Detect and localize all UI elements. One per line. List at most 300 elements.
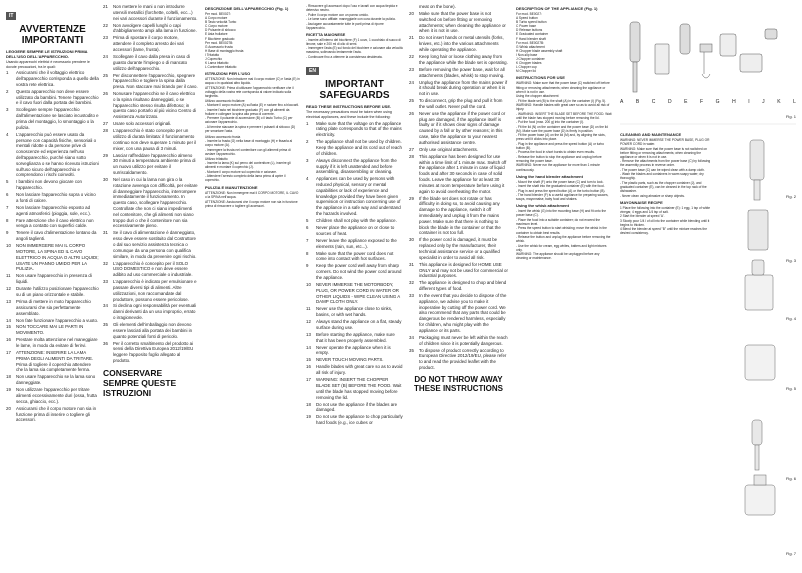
it-desc-line: I Tritatutto xyxy=(205,52,220,57)
clean-line: - The plastic parts, such as the chopper container (J), and graduated container (E), can be cleaned in the top rack of the dishwasher. xyxy=(620,180,707,194)
it-usage-line: ATTENZIONE: Prima di utilizzare l'apparecchio verificare che il voltaggio della vostra rete corrisponda al valore indicato sulla targhetta. xyxy=(205,85,294,99)
list-item-text: Make sure that the voltage on the appliance rating plate corresponds to that of the mains electricity. xyxy=(316,120,402,138)
fig-4-label: Fig. 4 xyxy=(785,316,796,321)
desc-line: G Whisk attachment xyxy=(516,44,545,49)
list-item xyxy=(409,196,508,237)
list-item xyxy=(103,303,198,320)
list-item-number: 20 xyxy=(409,10,414,16)
list-item xyxy=(306,414,403,426)
list-item-number: 29 xyxy=(409,195,414,201)
list-item-text: Packaging must never be left within the reach of children since it is potentially dangerous. xyxy=(419,334,508,346)
list-item-number: 24 xyxy=(103,53,108,59)
blender-title: Using the hand blender attachment xyxy=(516,173,583,179)
list-item xyxy=(6,299,99,316)
list-item-number: 25 xyxy=(103,72,108,78)
it-desc-title: DESCRIZIONE DELL'APPARECCHIO (Fig. 1) xyxy=(205,6,289,11)
list-item-number: 18 xyxy=(306,401,311,407)
en-intro2: The necessary precautions must be taken when using electrical appliances, and these include the following: xyxy=(306,110,392,119)
list-item xyxy=(306,282,403,305)
it-intro: LEGGERE SEMPRE LE ISTRUZIONI PRIMA DELL'USO DELL'APPARECCHIO. xyxy=(6,49,88,59)
it-clean-line-cont: - Pulire il corpo motore con un panno umido. xyxy=(306,12,369,17)
desc-line: L Chopper cup xyxy=(516,65,537,70)
whisk-line: - Insert the whisk (G) into the mounting base (H) and fit onto the power base (C). xyxy=(516,209,607,218)
list-item xyxy=(6,70,99,87)
list-item-text: Do not use the appliance if the blades are damaged. xyxy=(316,401,398,413)
list-item xyxy=(306,218,403,224)
list-item-number: 31 xyxy=(409,261,414,267)
list-item-text: meat on the bone). xyxy=(419,4,456,9)
list-item xyxy=(306,176,403,217)
list-item-text: If the blade set does not rotate or has difficulty in doing so, to avoid causing any damage to the appliance, switch it off immediately and unplug it from the mains power. Make sure that there is nothing to block the blade in the container or that the container is not too full. xyxy=(419,195,501,236)
desc-line: K Chopper blades xyxy=(516,61,542,66)
list-item xyxy=(306,238,403,250)
list-item-text: ATTENZIONE: INSERIRE LA LAMA PRIMA DEGLI ALIMENTI DA TRITARE. Prima di togliere il coperchio attendere che la lama sia completamente ferma. xyxy=(16,350,94,373)
list-item xyxy=(103,73,198,90)
list-item-number: 34 xyxy=(409,334,414,340)
en-intro: READ THESE INSTRUCTIONS BEFORE USE. xyxy=(306,104,392,110)
list-item xyxy=(409,335,508,347)
list-item-text: In the event that you decide to dispose of the appliance, we advise you to make it inoperative by cutting off the power cord. We also recommend that any parts that could be dangerous be rendered harmless, especially for children, who might play with the appliance or its parts. xyxy=(419,293,507,333)
it-column-2 xyxy=(103,4,198,401)
list-item xyxy=(6,337,99,349)
list-item-text: Tenere il cavo d'alimentazione lontano da angoli taglienti. xyxy=(16,230,97,242)
whisk-line: - Place the food into a suitable container; do not exceed the maximum level. xyxy=(516,217,600,226)
list-item xyxy=(6,205,99,217)
it-desc-line: C Corpo motore xyxy=(205,24,228,29)
usage-line: - WARNING: INSERT THE BLADE SET BEFORE THE FOOD. Wait until the blade has stopped moving before removing the lid. xyxy=(516,111,612,120)
list-item-number: 1 xyxy=(6,70,9,76)
list-item xyxy=(306,364,403,376)
list-item-number: 28 xyxy=(103,128,108,134)
en-column-1 xyxy=(306,4,403,427)
list-item-number: 8 xyxy=(6,217,9,223)
list-item-number: 33 xyxy=(409,293,414,299)
list-item-number: 13 xyxy=(6,298,11,304)
list-item-number: 4 xyxy=(306,176,309,182)
list-item-text: Unplug the appliance from the mains power if it should break during operation or when it is not in use. xyxy=(419,79,508,97)
list-item-text: Lasciar raffreddare l'apparecchio almeno 30 minuti a temperatura ambiente prima di un nuovo utilizzo per evitare il surriscaldamento. xyxy=(113,152,196,176)
list-item-number: 13 xyxy=(306,331,311,337)
list-item xyxy=(306,345,403,357)
list-item xyxy=(306,306,403,318)
list-item-number: 8 xyxy=(306,250,309,256)
list-item xyxy=(306,357,403,363)
list-item-text: Handle blades with great care so as to avoid all risk of injury. xyxy=(316,364,403,376)
desc-line: H Chopper blade assembly shaft xyxy=(516,48,563,53)
list-item xyxy=(409,54,508,66)
list-item-number: 18 xyxy=(6,374,11,380)
it-desc-line: J Coperchio xyxy=(205,57,223,62)
list-item xyxy=(103,261,198,278)
list-item xyxy=(306,139,403,156)
fig1-part-letter: I xyxy=(748,99,750,105)
fig1-part-letter: B xyxy=(635,99,640,105)
it-column-1 xyxy=(6,4,99,424)
list-item-text: L'apparecchio può essere usato da persone con capacità fisiche, sensoriali o mentali ridotte o da persone prive di conoscenze ed esperienza nell'uso dell'apparecchio, purché siano sotto sorveglianza o se hanno ricevuto istruzioni sull'uso sicuro dell'apparecchio e comprendono i rischi coinvolti. xyxy=(16,131,99,178)
it-recipe-line: - Continuare fino a ottenere la consistenza desiderata. xyxy=(306,54,383,59)
it-desc-line: G Accessorio frusta xyxy=(205,44,233,49)
list-item-number: 20 xyxy=(6,405,11,411)
it-column-3 xyxy=(205,4,300,208)
it-desc-line: D Pulsante di sblocco xyxy=(205,28,236,33)
list-item-number: 27 xyxy=(103,121,108,127)
list-item-text: Per il corretto smaltimento del prodotto ai sensi della Direttiva Europea 2012/19/EU leggere l'apposito foglio allegato al prodotto. xyxy=(113,340,194,364)
it-clean-title: PULIZIA E MANUTENZIONE xyxy=(205,185,258,191)
list-item-text: Children shall not play with the appliance. xyxy=(316,218,397,224)
list-item xyxy=(409,293,508,334)
list-item-text: Non fate funzionare l'apparecchio a vuoto. xyxy=(16,317,99,323)
list-item-text: Keep the power cord well away from sharp corners. Do not wind the power cord around the appliance. xyxy=(316,263,402,280)
fig-7-label: Fig. 7 xyxy=(785,551,796,556)
list-item-text: Scollegare sempre l'apparecchio dall'alimentazione se lasciato incustodito e prima del montaggio, lo smontaggio o la pulizia. xyxy=(16,107,99,130)
list-item-number: 24 xyxy=(409,79,414,85)
list-item xyxy=(103,177,198,229)
list-item-number: 11 xyxy=(6,273,11,279)
list-item-text: Always stand the appliance on a flat, steady surface during use. xyxy=(316,319,402,330)
list-item-number: 10 xyxy=(306,281,311,287)
list-item xyxy=(6,218,99,230)
list-item xyxy=(409,154,508,195)
list-item xyxy=(103,35,198,52)
list-item-number: 5 xyxy=(306,218,309,224)
usage-line: - Fit the lid (N) on the container and the power base (D) on the lid (M). Make sure the power base (D) is firmly in position. xyxy=(516,124,608,133)
fig1-part-letter: G xyxy=(715,99,720,105)
list-item-text: Si declina ogni responsabilità per eventuali danni derivanti da un uso improprio, errato o irragionevole. xyxy=(113,303,197,321)
it-recipe-title: RICETTA MAIONESE xyxy=(306,31,346,37)
usage-line: Using the chopper attachment xyxy=(516,94,559,99)
it-recipe-line: - Immergere l'asta (E) sul fondo del bicchiere e azionare alla velocità massima, sollevando lentamente l'asta. xyxy=(306,46,403,55)
it-usage2-line: Utilizzo accessorio frusta xyxy=(205,134,241,139)
list-item-number: 22 xyxy=(409,53,414,59)
list-item xyxy=(6,387,99,404)
list-item-text: L'apparecchio è stato concepito per un utilizzo di durata limitata: il funzionamento continuo non deve superare 1 minuto per il mixer, con una pausa di 3 minuti. xyxy=(113,128,197,151)
it-usage-line: - Inserire l'asta nel bicchiere graduato (F) con gli alimenti da frullare e collegare la spina alla presa di corrente. xyxy=(205,107,290,116)
list-item-text: Questo apparecchio non deve essere utilizzato da bambini. Tenere l'apparecchio e il cavo fuori dalla portata dei bambini. xyxy=(16,88,99,106)
it-desc-line: F Bicchiere graduato xyxy=(205,36,235,41)
fig-3-label: Fig. 3 xyxy=(785,258,796,263)
it-conserve: CONSERVARE SEMPRE QUESTE ISTRUZIONI xyxy=(103,367,177,398)
list-item-text: NON TOCCARE MAI LE PARTI IN MOVIMENTO. xyxy=(16,324,84,336)
list-item-text: Usare solo accessori originali. xyxy=(113,121,172,127)
list-item-number: 30 xyxy=(103,177,108,182)
usage-line: WARNING: Handle blades with great care so as to avoid all risk of injury. xyxy=(516,103,610,112)
it-desc-line: Per mod. BE0027: xyxy=(205,12,232,16)
list-item-text: Non usare l'apparecchio in presenza di liquidi. xyxy=(16,273,92,285)
list-item xyxy=(103,128,198,151)
list-item-number: 15 xyxy=(306,357,311,363)
desc-line: A Speed button xyxy=(516,16,538,21)
list-item-text: L'apparecchio è concepito per il SOLO USO DOMESTICO e non deve essere adibito ad uso commerciale o industriale. xyxy=(113,260,193,278)
desc-line: F Hand blender shaft xyxy=(516,36,546,41)
fig1-part-letter: E xyxy=(684,99,688,105)
list-item-text: Do not insert hands or metal utensils (forks, knives, etc.) into the various attachments while operating the appliance. xyxy=(419,35,504,52)
list-item-number: 1 xyxy=(306,120,309,126)
list-item-text: Assicurarsi che il corpo motore non sia in funzione prima di inserire o togliere gli accessori. xyxy=(16,405,97,423)
list-item-number: 22 xyxy=(103,22,108,28)
list-item xyxy=(103,91,198,120)
en-final-warning: DO NOT THROW AWAY THESE INSTRUCTIONS xyxy=(414,374,503,393)
desc-line: M Chopper lid xyxy=(516,69,536,74)
list-item xyxy=(409,348,508,371)
clean-line: WARNING: Make sure that the power base is not switched on before fitting or removing attachments; when cleaning the appliance or when it is not in use. xyxy=(620,146,708,159)
list-item xyxy=(306,263,403,280)
clean-line: - Wash the blades and containers in warm soapy water; dry thoroughly. xyxy=(620,172,704,181)
it-title: AVVERTENZE IMPORTANTI xyxy=(19,24,86,46)
list-item xyxy=(103,279,198,302)
list-item-text: If the power cord is damaged, it must be replaced only by the manufacturer, their technical assistance service or a qualified specialist in order to avoid all risk. xyxy=(419,237,500,260)
it-recipe-line: - Inserire all'interno del bicchiere (F) 1 uovo, 1 cucchiaio di succo di limone, sale e 200 ml di olio di semi. xyxy=(306,37,401,46)
it-desc-line: L Contenitore tritatutto xyxy=(205,65,237,70)
it-usage-line: - Montare il corpo motore (A) sull'asta (E) e ruotare fino a bloccarli. xyxy=(205,103,299,108)
list-item xyxy=(6,230,99,242)
list-item xyxy=(409,11,508,34)
list-item-number: 26 xyxy=(409,110,414,116)
list-item-text: Never operate the appliance when it is empty. xyxy=(316,344,391,356)
list-item-text: This appliance has been designed for use within a time limit of 1 minute max. Switch off the appliance after 1 minute in case of liquid foods and after 30 seconds in case of solid foods. Leave the appliance for at least 30 minutes at room temperature before using it again to avoid overheating the motor. xyxy=(419,153,507,194)
list-item-text: NON IMMERGERE MAI IL CORPO MOTORE, LA SPINA ED IL CAVO ELETTRICO IN ACQUA O ALTRI LIQUIDI; USATE UN PANNO UMIDO PER LA PULIZIA. xyxy=(16,243,99,272)
fig-1-label: Fig. 1 xyxy=(785,114,796,119)
list-item-number: 17 xyxy=(6,350,11,356)
list-item-text: Durante l'utilizzo posizionare l'apparecchio su di un piano orizzontale e stabile. xyxy=(16,286,99,297)
list-item xyxy=(6,324,99,336)
it-clean-line-cont: - Le lame sono affilate: maneggiarle con cura durante la pulizia. xyxy=(306,17,396,22)
list-item xyxy=(409,67,508,79)
language-tab-it: IT xyxy=(6,12,16,20)
desc-line: D Release buttons xyxy=(516,28,543,33)
whisk-title: Using the whisk attachment xyxy=(516,203,569,209)
list-item-text: Only use original attachments. xyxy=(419,146,479,152)
it-usage-line: - Al termine staccare la spina e premere i pulsanti di sblocco (D) per smontare l'asta. xyxy=(205,124,296,133)
list-item-text: Prima di mettere in moto l'apparecchio assicurarsi che sia perfettamente assemblato. xyxy=(16,298,91,316)
list-item-text: The appliance is designed to chop and blend different types of food. xyxy=(419,280,507,292)
list-item-number: 16 xyxy=(6,337,11,343)
list-item-number: 9 xyxy=(306,263,309,269)
list-item-text: Never place the appliance on or close to sources of heat. xyxy=(316,225,395,236)
list-item xyxy=(409,111,508,146)
list-item-number: 25 xyxy=(409,98,414,104)
blender-line: - The hand blender (F) is a useful appliance for preparing sauces, soups, mayonnaise, baby food and shakes. xyxy=(516,193,609,202)
fig-6-label: Fig. 6 xyxy=(785,476,796,481)
list-item xyxy=(6,192,99,204)
fig1-part-letter: F xyxy=(700,99,704,105)
it-usage2-line: - Montare il corpo motore sul coperchio e azionare. xyxy=(205,169,277,174)
list-item-number: 15 xyxy=(6,324,11,330)
list-item-text: Nel caso in cui la lama non gira o la rotazione avvenga con difficoltà, per evitare di danneggiare l'apparecchio, interrompere immediatamente il funzionamento. In questo caso, scollegare l'apparecchio. Controllate che non ci siano impedimenti nel contenitore, che gli alimenti non siano troppo duri o che il contenitore non sia eccessivamente pieno. xyxy=(113,177,198,229)
list-item xyxy=(103,322,198,339)
list-item-number: 31 xyxy=(103,230,108,236)
it-clean-line-cont: - Asciugare accuratamente tutte le parti prima di riporre l'apparecchio. xyxy=(306,21,384,30)
it-desc-line: H Base di montaggio frusta xyxy=(205,48,244,53)
list-item-number: 26 xyxy=(103,91,108,97)
list-item-text: Never use the appliance if the power cord or plug are damaged, if the appliance itself is faulty or if it shows clear signs of damage caused by a fall or by other reasons; in this case, take the appliance to your nearest authorised assistance centre. xyxy=(419,110,506,145)
usage-line: - Plug in the appliance and press the speed button (A) or turbo button (B). xyxy=(516,141,605,150)
list-item-text: I bambini non devono giocare con l'apparecchio. xyxy=(16,179,82,191)
it-desc-line: E Asta frullatore xyxy=(205,32,228,37)
list-item-number: 12 xyxy=(6,286,11,292)
list-item xyxy=(306,402,403,414)
language-tab-en: EN xyxy=(306,67,319,75)
list-item-number: 5 xyxy=(6,179,9,185)
list-item-text: This appliance is designed for HOME USE ONLY and may not be used for commercial or industrial purposes. xyxy=(419,261,508,279)
it-usage2-line: - Immergere la frusta nel contenitore con gli alimenti prima di avviare l'apparecchio. xyxy=(205,147,291,157)
list-item xyxy=(6,350,99,373)
blender-line: - Plug in and press the speed button (A) or the turbo button (B). xyxy=(516,188,606,193)
list-item-number: 21 xyxy=(409,35,414,41)
usage-line: - Release the button to stop the appliance and unplug before removing the power base. xyxy=(516,154,602,163)
en-title: IMPORTANT SAFEGUARDS xyxy=(319,79,390,102)
list-item-number: 17 xyxy=(306,377,311,383)
list-item xyxy=(306,377,403,400)
desc-line: B Turbo speed button xyxy=(516,20,547,25)
fig1-part-letter: L xyxy=(793,99,796,105)
list-item-number: 33 xyxy=(103,279,108,285)
list-item-number: 6 xyxy=(306,225,309,231)
desc-line: For mod. BE0027B: xyxy=(516,40,544,45)
list-item xyxy=(103,341,198,364)
usage-line: - Process the food in short bursts to obtain even results. xyxy=(516,150,595,155)
list-item xyxy=(306,319,403,331)
list-item-number: 6 xyxy=(6,192,9,198)
list-item-text: To disconnect, grip the plug and pull it from the wall outlet. Never pull the cord. xyxy=(419,98,503,109)
list-item xyxy=(306,158,403,175)
blender-line: - Mount the shaft (F) onto the power base (C) and turn to lock. xyxy=(516,179,604,184)
clean-line: - Never clean using abrasive or sharp objects. xyxy=(620,193,685,198)
list-item-number: 29 xyxy=(103,152,108,158)
list-item-text: Prima di spostare il corpo motore, attendere il completo arresto dei vari accessori (lame, frusta). xyxy=(113,35,185,52)
list-item xyxy=(103,230,198,259)
list-item-text: NEVER IMMERSE THE MOTORBODY, PLUG, OR POWER CORD IN WATER OR OTHER LIQUIDS - WIPE CLEAN USING A DAMP CLOTH ONLY. xyxy=(316,281,400,305)
blender-line: - Insert the shaft into the graduated container (E) with the food. xyxy=(516,184,605,189)
list-item-number: 14 xyxy=(6,317,11,323)
it-clean-line: ATTENZIONE: Assicurarsi che il corpo motore non sia in funzione prima di rimuovere o togliere gli accessori. xyxy=(205,199,298,208)
list-item-text: Before starting the appliance, make sure that it has been properly assembled. xyxy=(316,331,395,343)
list-item-text: Never use the appliance close to sinks, basins, or with wet hands. xyxy=(316,306,393,318)
recipe-line: 2 Start the blender at speed 'A'. xyxy=(620,214,665,219)
usage-line: WARNING: Make sure that the power base (C) switched off before fitting or removing attachments; when cleaning the appliance or when it is not in use. xyxy=(516,81,610,94)
list-item-text: L'apparecchio è indicato per emulsionare e passare diversi tipi di alimenti. Altre utilizzazioni, non raccomandate dal produttore, possono essere pericolose. xyxy=(113,279,197,302)
list-item-text: Gli elementi dell'imballaggio non devono essere lasciati alla portata dei bambini in quanto potenziali fonti di pericolo. xyxy=(113,322,193,339)
fig-2-label: Fig. 2 xyxy=(785,194,796,199)
list-item-text: Appliances can be used by persons with reduced physical, sensory or mental capabilities or lack of experience and knowledge provided they have been given supervision or instruction concerning use of the appliance in a safe way and understand the hazards involved. xyxy=(316,176,401,217)
list-item xyxy=(409,4,508,10)
list-item-number: 14 xyxy=(306,344,311,350)
recipe-line: 3 Slowly pour 1/4 l of oil into the container while blending until it begins to thicken. xyxy=(620,218,710,227)
list-item xyxy=(409,262,508,279)
list-item-number: 19 xyxy=(6,387,11,393)
list-item-text: Do not use the appliance to chop particularly hard foods (e.g., ice cubes or xyxy=(316,414,403,426)
whisk-line: - Press the speed button to start whisking; move the whisk in the container to obtain best results. xyxy=(516,226,607,235)
list-item xyxy=(306,251,403,263)
list-item xyxy=(6,286,99,298)
whisk-line: - Release the button and unplug the appliance before removing the whisk. xyxy=(516,235,611,244)
list-item-number xyxy=(409,4,419,10)
whisk-line: - Use the whisk for cream, egg whites, batters and light mixtures only. xyxy=(516,243,607,252)
list-item-text: Se il cavo di alimentazione è danneggiato, esso deve essere sostituito dal Costruttore o dal suo servizio assistenza tecnica o comunque da una persona con qualifica similare, in modo da prevenire ogni rischio. xyxy=(113,230,197,259)
list-item-number: 12 xyxy=(306,319,311,325)
list-item-number: 2 xyxy=(6,88,9,94)
list-item-text: Non lasciare l'apparecchio esposto ad agenti atmosferici (pioggia, sole, ecc.). xyxy=(16,204,91,216)
list-item xyxy=(103,153,198,176)
list-item-number: 7 xyxy=(306,237,309,243)
fig1-part-letter: A xyxy=(620,99,624,105)
usage-line: - Fit the blade set (B) to the shaft (A) in the container (I) (Fig. 5). xyxy=(516,98,606,103)
fig1-part-letter: H xyxy=(732,99,736,105)
list-item-text: Non mettere le mani o non introdurre utensili metallici (forchette, coltelli, ecc...) nei vari accessori durante il funzionamento. xyxy=(113,4,198,21)
figures-column xyxy=(620,4,796,570)
list-item xyxy=(6,89,99,106)
list-item-number: 35 xyxy=(103,322,108,328)
list-item-number: 16 xyxy=(306,364,311,370)
list-item xyxy=(103,4,198,21)
list-item-number: 9 xyxy=(6,230,9,236)
list-item xyxy=(409,237,508,260)
desc-line: For mod. BE0027: xyxy=(516,12,542,16)
it-usage-title: ISTRUZIONI PER L'USO xyxy=(205,71,251,77)
list-item-text: NEVER TOUCH MOVING PARTS. xyxy=(316,357,384,363)
desc-line: C Power base xyxy=(516,24,537,29)
list-item-number: 23 xyxy=(103,35,108,41)
desc-line: E Graduated container xyxy=(516,32,549,37)
whisk-line: WARNING: The appliance should be unplugged before any cleaning or maintenance. xyxy=(516,252,600,261)
list-item-text: Scollegare il cavo dalla presa in caso di guasto durante l'impiego o di mancato utilizzo dell'apparecchio. xyxy=(113,53,190,71)
it-desc-line: A Corpo motore xyxy=(205,16,228,21)
it-usage-line: ATTENZIONE: Non introdurre mai il corpo motore (C) e l'asta (E) in acqua o in qualsiasi altro liquido. xyxy=(205,77,300,86)
list-item-number: 27 xyxy=(409,146,414,152)
list-item-number: 19 xyxy=(306,414,311,420)
list-item xyxy=(306,225,403,237)
list-item-number: 3 xyxy=(6,107,9,113)
list-item-number: 32 xyxy=(103,260,108,266)
it-usage-line: - Premere il pulsante di accensione (B) o il tasto Turbo (C) per azionare l'apparecchio. xyxy=(205,116,293,125)
list-item xyxy=(6,132,99,178)
list-item xyxy=(103,54,198,71)
it-intro2: Usando apparecchi elettrici è necessario prendere le dovute precauzioni, tra le quali: xyxy=(6,60,90,69)
list-item-number: 4 xyxy=(6,131,9,137)
list-item-text: Keep long hair or loose clothing away from the appliance while the blade set is operating. xyxy=(419,53,508,65)
list-item-text: Assicurarsi che il voltaggio elettrico dell'apparecchio corrisponda a quello della vostra rete elettrica. xyxy=(16,70,99,87)
it-usage2-line: Utilizzo tritatutto xyxy=(205,156,228,161)
list-item xyxy=(6,374,99,386)
it-usage-line: Utilizzo accessorio frullatore xyxy=(205,98,245,103)
it-usage2-line: - Inserire la lama (K) sul perno del contenitore (L), inserire gli alimenti e montare il coperchio (J). xyxy=(205,161,291,170)
list-item-number: 2 xyxy=(306,139,309,145)
en-column-3 xyxy=(516,4,612,261)
list-item-number: 21 xyxy=(103,4,108,9)
list-item xyxy=(6,107,99,130)
list-item-text: Non usare l'apparecchio se la lama sono danneggiate. xyxy=(16,374,96,386)
it-clean-line: ATTENZIONE: Non immergere mai il CORPO MOTORE, IL CAVO o la SPINA nell'acqua. xyxy=(205,191,299,200)
list-item xyxy=(409,35,508,52)
it-desc-line: B Tasto velocità Turbo xyxy=(205,20,237,25)
list-item-number: 10 xyxy=(6,243,11,249)
list-item xyxy=(6,318,99,324)
list-item xyxy=(6,273,99,285)
figure-strip xyxy=(730,130,790,570)
list-item xyxy=(6,179,99,191)
usage-title: INSTRUCTIONS FOR USE xyxy=(516,75,565,81)
list-item-text: Prestare molta attenzione nel maneggiare le lame, in modo da evitare di ferirvi. xyxy=(16,337,98,349)
list-item-text: Non lasciare l'apparecchio sopra o vicino a fonti di calore. xyxy=(16,192,96,203)
fig1-part-letter: J xyxy=(762,99,765,105)
fig1-part-letter: K xyxy=(777,99,781,105)
list-item-number: 23 xyxy=(409,66,414,72)
desc-line: I Non-slip base xyxy=(516,52,538,57)
list-item-text: Non avvolgere capelli lunghi o capi d'abbigliamento ampi alla lama in funzione. xyxy=(113,22,197,34)
list-item xyxy=(103,23,198,35)
list-item-number: 34 xyxy=(103,303,108,309)
usage-line: - Fit the power base (A) on the lid (M) and, by aligning the slots, press until it clicks into place. xyxy=(516,133,606,142)
clean-title: CLEANING AND MAINTENANCE xyxy=(620,132,682,137)
